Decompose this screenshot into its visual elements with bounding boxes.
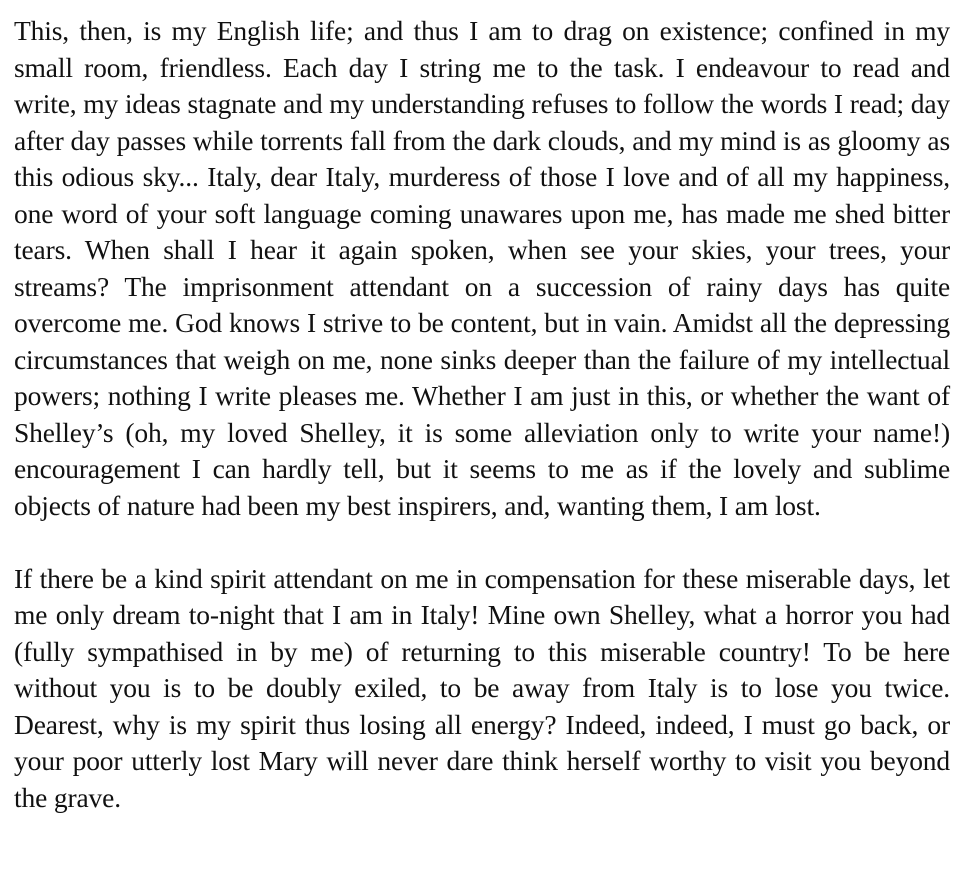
paragraph-2: If there be a kind spirit attendant on me in compensation for these miserable days, let me only dream to-night that I am in Italy! Mine own Shelley, what a horror you had (fully sympathised in by me) of returning to this miserable country! To be here without you is to be doubly exiled, to be away from Italy is to lose you twice. Dearest, why is my spirit thus losing all energy? Indeed, indeed, I must go back, or your poor utterly lost Mary will never dare think herself worthy to visit you beyond the grave. <box>14 562 950 813</box>
document-body <box>14 13 950 816</box>
paragraph-1: This, then, is my English life; and thus I am to drag on existence; confined in my small room, friendless. Each day I string me to the task. I endeavour to read and write, my ideas stagnate and my understanding refuses to follow the words I read; day after day passes while torrents fall from the dark clouds, and my mind is as gloomy as this odious sky... Italy, dear Italy, murderess of those I love and of all my happiness, one word of your soft language coming unawares upon me, has made me shed bitter tears. When shall I hear it again spoken, when see your skies, your trees, your streams? The imprisonment attendant on a succession of rainy days has quite overcome me. God knows I strive to be content, but in vain. Amidst all the depressing circumstances that weigh on me, none sinks deeper than the failure of my intellectual powers; nothing I write pleases me. Whether I am just in this, or whether the want of Shelley’s (oh, my loved Shelley, it is some alleviation only to write your name!) encouragement I can hardly tell, but it seems to me as if the lovely and sublime objects of nature had been my best inspirers, and, wanting them, I am lost. <box>14 15 950 521</box>
